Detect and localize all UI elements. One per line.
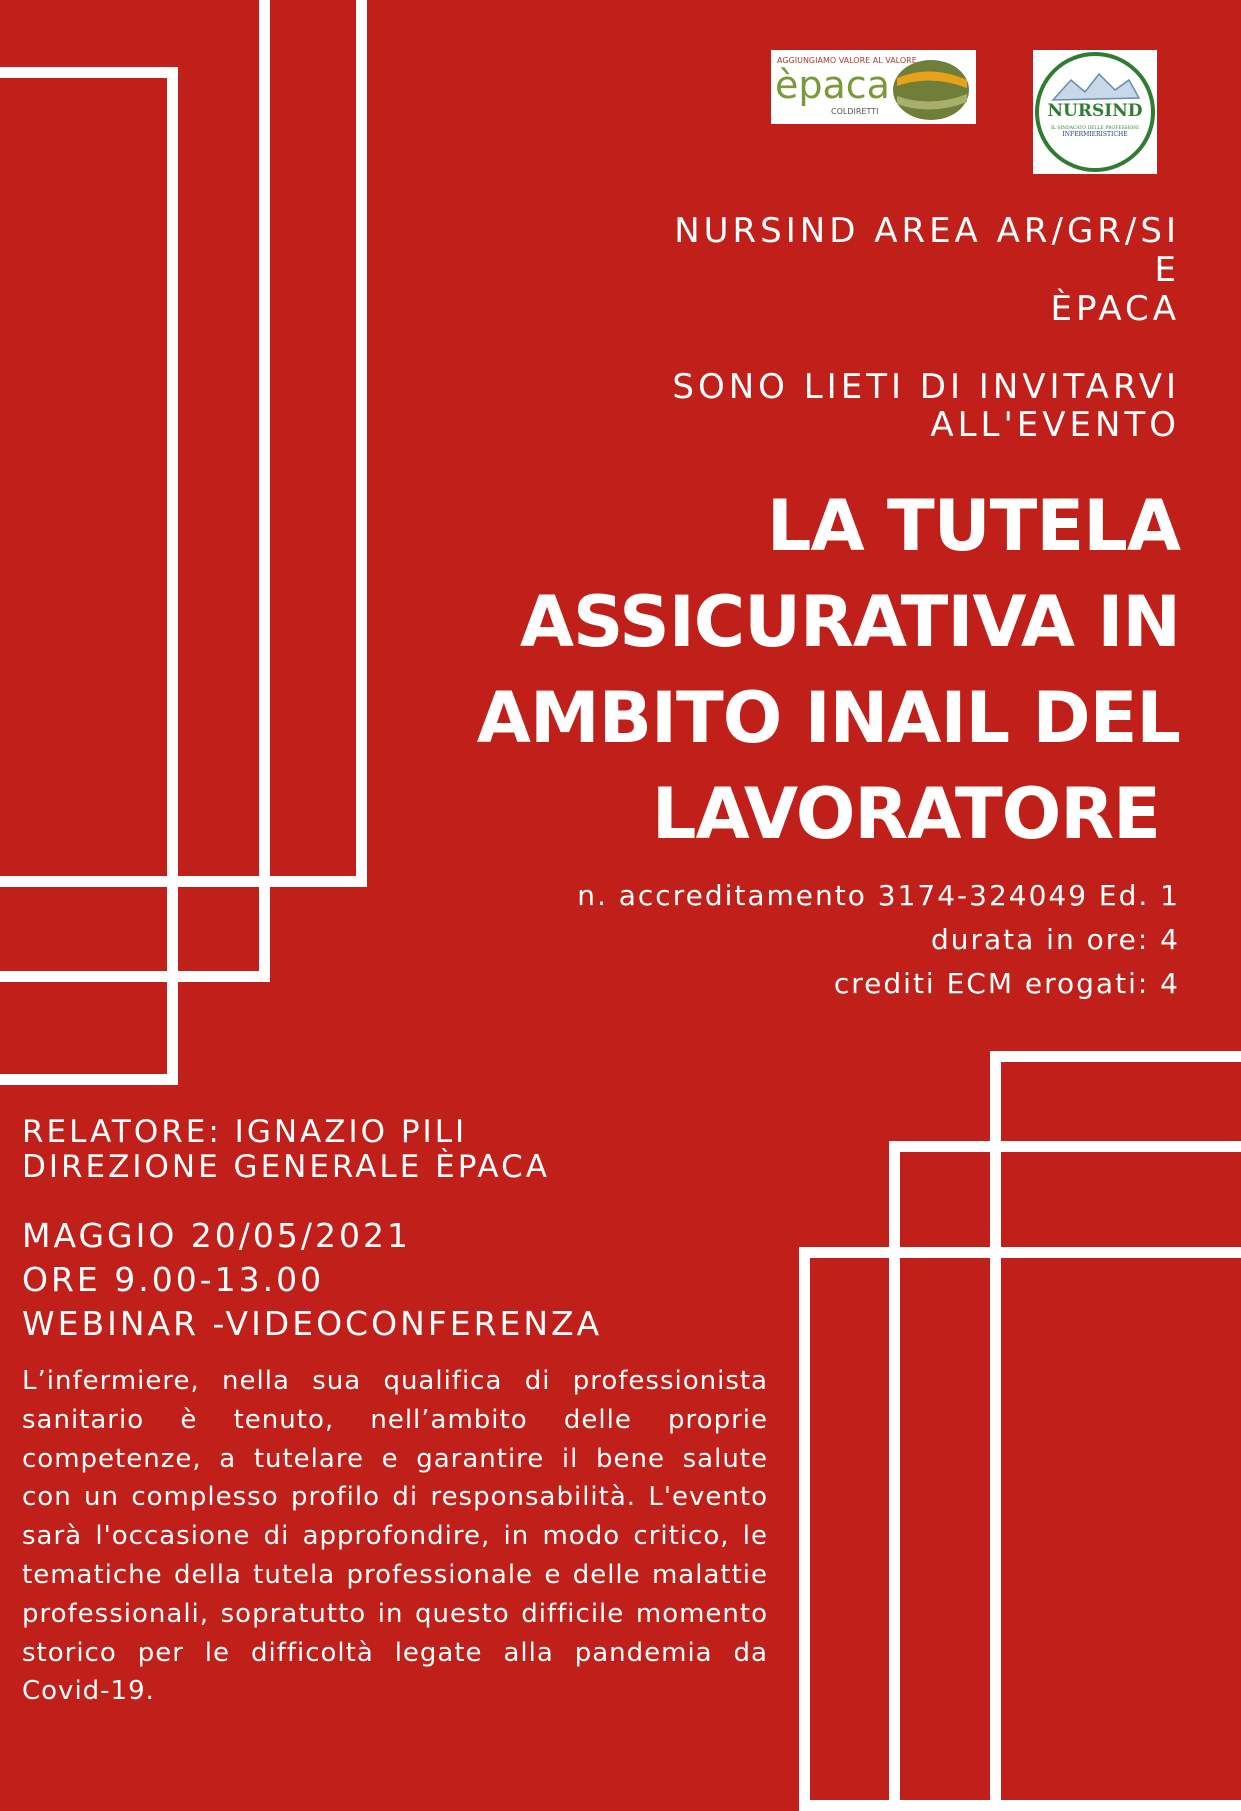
accreditation-block: [577, 874, 1180, 1006]
event-details: [22, 1214, 602, 1346]
organizer-line: E: [1154, 250, 1180, 290]
decorative-frame: [0, 67, 178, 1085]
event-title: [477, 478, 1180, 862]
invite-block: [672, 368, 1180, 444]
nursind-logo: [1033, 50, 1157, 174]
title-line: ASSICURATIVA IN: [519, 581, 1180, 663]
epaca-tagline: AGGIUNGIAMO VALORE AL VALORE: [777, 56, 917, 65]
speaker-block: [22, 1115, 550, 1185]
epaca-logo: [771, 50, 976, 124]
organizer-line: NURSIND AREA AR/GR/SI: [674, 211, 1180, 251]
epaca-sub: COLDIRETTI: [831, 107, 879, 116]
title-line: LA TUTELA: [766, 485, 1180, 567]
invite-line: SONO LIETI DI INVITARVI: [672, 367, 1180, 407]
title-line: LAVORATORE: [651, 773, 1160, 855]
organizers-block: [674, 212, 1180, 329]
event-date: MAGGIO 20/05/2021: [22, 1216, 412, 1255]
event-description: L’infermiere, nella sua qualifica di professionista sanitario è tenuto, nell’ambito delle proprie competenze, a tutelare e garantire il bene salute con un complesso profilo di responsabilità. L'evento sarà l'occasione di approfondire, in modo critico, le tematiche della tutela professionale e delle malattie professionali, sopratutto in questo difficile momento storico per le difficoltà legate alla pandemia da Covid-19.: [22, 1366, 768, 1707]
nursind-sub2: INFERMIERISTICHE: [1062, 131, 1128, 138]
event-format: WEBINAR -VIDEOCONFERENZA: [22, 1304, 603, 1343]
invite-line: ALL'EVENTO: [930, 405, 1180, 445]
ecm-credits: crediti ECM erogati: 4: [833, 967, 1180, 1000]
duration: durata in ore: 4: [930, 923, 1180, 956]
speaker-affiliation: DIREZIONE GENERALE ÈPACA: [22, 1149, 550, 1185]
decorative-frame: [799, 1247, 1241, 1811]
epaca-logo-graphic: [771, 50, 976, 124]
event-time: ORE 9.00-13.00: [22, 1260, 325, 1299]
title-line: AMBITO INAIL DEL: [476, 677, 1180, 759]
accreditation-number: n. accreditamento 3174-324049 Ed. 1: [577, 879, 1180, 912]
speaker-name: RELATORE: IGNAZIO PILI: [22, 1114, 468, 1150]
nursind-name: NURSIND: [1047, 101, 1143, 121]
epaca-name: èpaca: [775, 63, 890, 107]
organizer-line: ÈPACA: [1050, 289, 1180, 329]
nursind-logo-graphic: [1033, 50, 1157, 174]
nursind-sub1: IL SINDACATO DELLE PROFESSIONI: [1051, 126, 1139, 131]
